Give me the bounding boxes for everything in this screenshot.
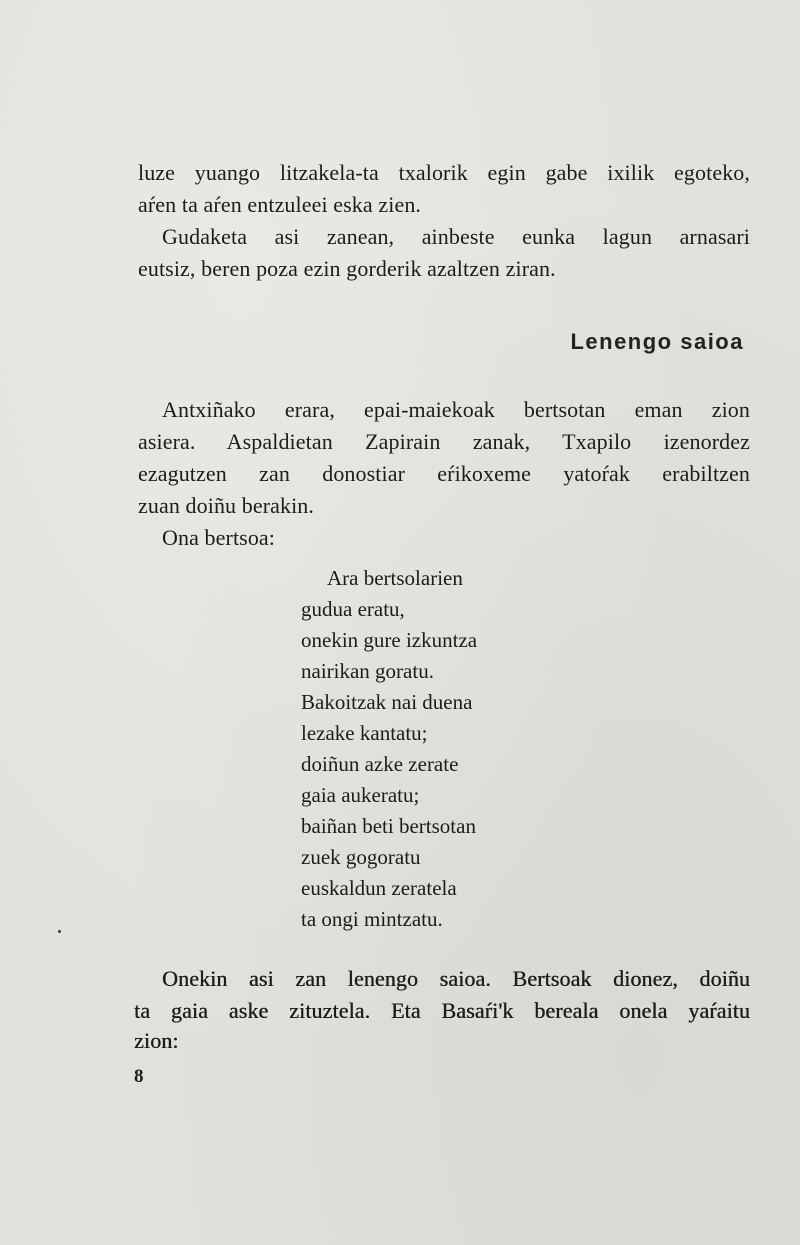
verse-line: zuek gogoratu [301,845,421,869]
verse-line: Bakoitzak nai duena [301,690,473,714]
verse-intro-label: Ona bertsoa: [162,525,275,550]
paragraph-3-line-1: Antxiñako erara, epai-maiekoak bertsotan eman zion [162,397,750,422]
verse-line: nairikan goratu. [301,659,434,683]
verse-line: lezake kantatu; [301,721,428,745]
verse-line: baiñan beti bertsotan [301,814,476,838]
verse-line: gudua eratu, [301,597,405,621]
paragraph-2-line-1: Gudaketa asi zanean, ainbeste eunka lagun arnasari [162,224,750,249]
paragraph-4-line-1: Onekin asi zan lenengo saioa. Bertsoak dionez, doiñu [162,966,750,991]
paragraph-3-line-4: zuan doiñu berakin. [138,493,315,518]
verse-line: doiñun azke zerate [301,752,459,776]
paragraph-3-line-2: asiera. Aspaldietan Zapirain zanak, Txapilo izenordez [138,429,750,454]
verse-line: Ara bertsolarien [327,566,463,590]
paragraph-1-line-2: aŕen ta aŕen entzuleei eska zien. [138,192,422,217]
paragraph-1-line-1: luze yuango litzakela-ta txalorik egin gabe ixilik egoteko, [138,160,750,185]
section-heading: Lenengo saioa [570,329,744,354]
paragraph-4-line-3: zion: [134,1028,179,1053]
verse-line: onekin gure izkuntza [301,628,478,652]
page-number: 8 [134,1066,144,1087]
paragraph-2-line-2: eutsiz, beren poza ezin gorderik azaltzen ziran. [138,256,556,281]
verse-line: ta ongi mintzatu. [301,907,443,931]
verse-line: gaia aukeratu; [301,783,420,807]
verse-line: euskaldun zeratela [301,876,457,900]
paragraph-3-line-3: ezagutzen zan donostiar eŕikoxeme yatoŕak erabiltzen [138,461,750,486]
ink-speck [58,930,61,933]
paragraph-4-line-2: ta gaia aske zituztela. Eta Basaŕi'k bereala onela yaŕaitu [134,998,750,1023]
